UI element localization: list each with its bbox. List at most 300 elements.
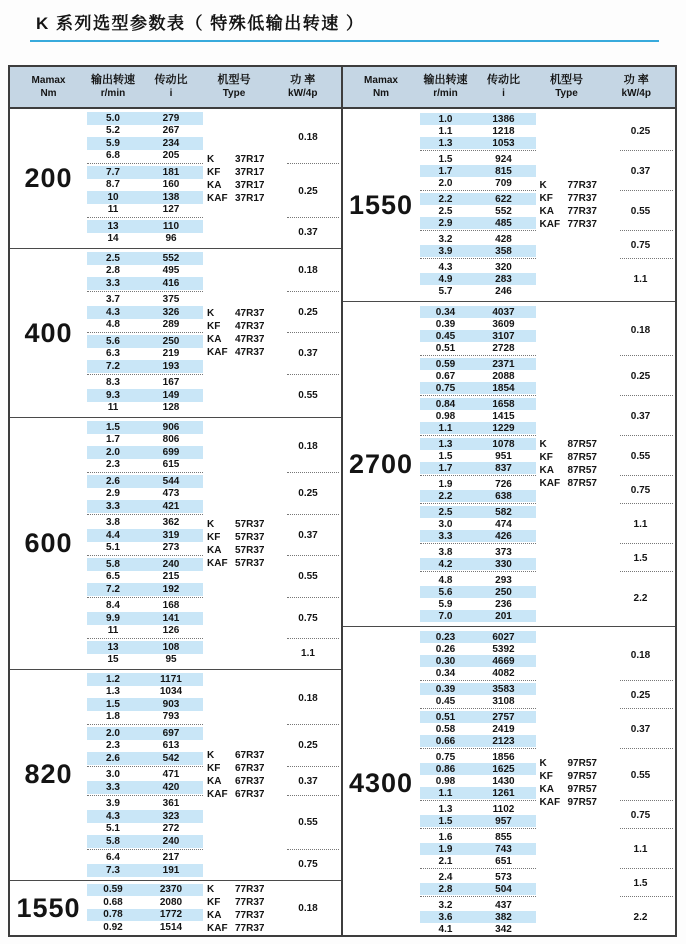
- ratio-value: 1053: [492, 137, 515, 149]
- ratio-value: 2419: [492, 723, 515, 735]
- table-row: [87, 125, 203, 138]
- table-row: [87, 166, 203, 179]
- ratio-value: 3108: [492, 695, 515, 707]
- ratio-value: 2080: [159, 896, 183, 908]
- ratio-value: 1856: [492, 751, 515, 763]
- divider-dotted-right: [287, 849, 339, 850]
- output-speed-value: 0.84: [435, 398, 456, 410]
- type-prefix: KF: [539, 771, 553, 782]
- ratio-value: 1171: [160, 673, 182, 685]
- power-group: [87, 641, 341, 666]
- table-row: [420, 450, 536, 462]
- output-speed-value: 1.3: [438, 438, 453, 450]
- header-type-line2: Type: [222, 88, 246, 99]
- table-half-left: [10, 109, 343, 935]
- ratio-value: 471: [162, 769, 180, 781]
- table-row: [87, 612, 203, 625]
- mamax-label: 4300: [348, 767, 414, 798]
- output-speed-value: 8.4: [106, 600, 120, 612]
- type-prefix: KA: [539, 465, 554, 476]
- table-row: [420, 530, 536, 542]
- output-speed-value: 13: [107, 641, 119, 653]
- table-row: [87, 204, 203, 217]
- output-speed-value: 8.3: [106, 377, 120, 389]
- table-row: [420, 546, 536, 558]
- divider-dotted-left: [87, 514, 203, 515]
- output-speed-value: 2.0: [106, 446, 120, 458]
- divider-dotted-left: [87, 638, 203, 639]
- section-4300: [343, 627, 676, 935]
- power-value: 0.18: [298, 265, 318, 277]
- output-speed-value: 14: [107, 233, 119, 245]
- type-prefix: K: [207, 153, 215, 165]
- power-group: [420, 306, 676, 354]
- ratio-value: 250: [495, 586, 512, 598]
- type-prefix: KF: [539, 452, 553, 463]
- table-row: [87, 360, 203, 373]
- table-header: [10, 67, 675, 109]
- groups-column: [420, 306, 676, 622]
- divider-dotted-right: [620, 680, 674, 681]
- ratio-value: 250: [162, 335, 180, 347]
- output-speed-value: 3.9: [438, 245, 453, 257]
- table-row: [87, 571, 203, 584]
- table-row: [420, 586, 536, 598]
- table-row: [87, 446, 203, 459]
- power-value: 0.55: [298, 571, 318, 583]
- power-group: [420, 631, 676, 679]
- output-speed-value: 1.9: [438, 843, 453, 855]
- table-row: [420, 205, 536, 217]
- type-row: [540, 218, 597, 231]
- ratio-value: 108: [162, 641, 180, 653]
- output-speed-value: 0.51: [435, 711, 456, 723]
- divider-dotted-right: [620, 896, 674, 897]
- divider-dotted-left: [420, 230, 536, 231]
- type-prefix: K: [207, 749, 215, 761]
- type-row: [540, 451, 597, 464]
- type-row: [540, 438, 597, 451]
- output-speed-value: 7.2: [106, 360, 120, 372]
- power-value: 0.37: [298, 529, 318, 541]
- output-speed-value: 2.5: [106, 252, 120, 264]
- ratio-value: 289: [162, 319, 180, 331]
- header-type-line1: 机型号: [217, 74, 251, 86]
- table-row: [420, 342, 536, 354]
- header-speed-line2: r/min: [100, 88, 126, 99]
- ratio-value: 246: [495, 285, 512, 297]
- ratio-value: 234: [162, 137, 180, 149]
- ratio-value: 806: [162, 434, 180, 446]
- type-code: 47R37: [235, 334, 265, 345]
- ratio-value: 283: [495, 273, 512, 285]
- output-speed-value: 0.39: [435, 683, 456, 695]
- output-speed-value: 4.4: [106, 529, 120, 541]
- ratio-value: 141: [162, 612, 180, 624]
- table-row: [87, 698, 203, 711]
- divider-dotted-left: [420, 868, 536, 869]
- table-row: [87, 459, 203, 472]
- ratio-value: 613: [162, 740, 180, 752]
- power-value: 0.25: [298, 185, 318, 197]
- output-speed-value: 5.1: [106, 542, 120, 554]
- ratio-value: 126: [162, 625, 180, 637]
- ratio-value: 267: [162, 125, 180, 137]
- power-value: 0.25: [630, 689, 651, 701]
- ratio-value: 615: [162, 459, 180, 471]
- ratio-value: 906: [162, 421, 180, 433]
- output-speed-value: 4.8: [438, 574, 453, 586]
- ratio-value: 96: [165, 233, 177, 245]
- output-speed-value: 0.26: [435, 643, 456, 655]
- type-row: [540, 757, 597, 770]
- ratio-value: 951: [495, 450, 512, 462]
- ratio-value: 726: [495, 478, 512, 490]
- ratio-value: 416: [162, 277, 180, 289]
- output-speed-value: 2.6: [106, 752, 120, 764]
- divider-dotted-right: [620, 503, 674, 504]
- table-row: [420, 667, 536, 679]
- type-block: [540, 179, 597, 231]
- type-prefix: KAF: [207, 788, 228, 800]
- ratio-value: 504: [495, 883, 512, 895]
- ratio-value: 428: [495, 233, 512, 245]
- output-speed-value: 3.3: [106, 781, 120, 793]
- ratio-value: 167: [162, 377, 180, 389]
- ratio-value: 815: [495, 165, 512, 177]
- section-600: [10, 418, 341, 670]
- table-row: [87, 252, 203, 265]
- power-value: 0.75: [630, 809, 651, 821]
- output-speed-value: 5.0: [106, 112, 120, 124]
- ratio-value: 1078: [492, 438, 515, 450]
- divider-dotted-right: [287, 472, 339, 473]
- output-speed-value: 1.1: [438, 787, 453, 799]
- type-prefix: KA: [207, 334, 222, 345]
- type-prefix: KAF: [207, 192, 228, 204]
- ratio-value: 205: [162, 150, 180, 162]
- header-ratio-line2: i: [169, 88, 173, 99]
- output-speed-value: 2.3: [106, 459, 120, 471]
- ratio-value: 2371: [492, 358, 515, 370]
- header-cell-type: [203, 67, 265, 107]
- output-speed-value: 0.98: [435, 410, 456, 422]
- ratio-value: 4037: [492, 306, 515, 318]
- output-speed-value: 5.6: [106, 335, 120, 347]
- output-speed-value: 0.78: [103, 909, 123, 921]
- type-code: 77R37: [235, 883, 265, 895]
- ratio-value: 622: [495, 193, 512, 205]
- ratio-value: 1514: [159, 921, 183, 933]
- ratio-value: 855: [495, 831, 512, 843]
- ratio-value: 4082: [492, 667, 515, 679]
- ratio-value: 375: [162, 294, 180, 306]
- ratio-value: 697: [162, 727, 180, 739]
- ratio-value: 320: [495, 261, 512, 273]
- type-prefix: KF: [207, 321, 221, 332]
- table-row: [87, 810, 203, 823]
- header-cell-speed: [87, 67, 139, 107]
- type-row: [207, 557, 264, 570]
- ratio-value: 382: [495, 911, 512, 923]
- power-group: [420, 871, 676, 895]
- ratio-value: 373: [495, 546, 512, 558]
- table-row: [87, 150, 203, 163]
- table-row: [87, 265, 203, 278]
- type-row: [540, 192, 597, 205]
- output-speed-value: 6.8: [106, 150, 120, 162]
- ratio-value: 6027: [492, 631, 515, 643]
- type-row: [540, 477, 597, 490]
- table-row: [420, 285, 536, 297]
- output-speed-value: 3.7: [106, 294, 120, 306]
- section-2700: [343, 302, 676, 627]
- output-speed-value: 0.30: [435, 655, 456, 667]
- power-value: 0.55: [630, 205, 651, 217]
- ratio-value: 1625: [492, 763, 515, 775]
- table-row: [420, 843, 536, 855]
- type-prefix: KAF: [539, 797, 561, 808]
- divider-dotted-left: [420, 800, 536, 801]
- output-speed-value: 0.98: [435, 775, 456, 787]
- ratio-value: 582: [495, 506, 512, 518]
- type-row: [207, 153, 264, 166]
- output-speed-value: 3.8: [438, 546, 453, 558]
- header-type-line1: 机型号: [550, 74, 583, 86]
- ratio-value: 319: [162, 529, 180, 541]
- output-speed-value: 3.3: [106, 277, 120, 289]
- table-row: [87, 389, 203, 402]
- power-value: 0.55: [630, 450, 651, 462]
- ratio-value: 2123: [492, 735, 515, 747]
- power-value: 0.25: [298, 740, 318, 752]
- divider-dotted-right: [620, 543, 674, 544]
- ratio-value: 358: [495, 245, 512, 257]
- power-value: 0.18: [630, 324, 651, 336]
- output-speed-value: 7.3: [106, 864, 120, 876]
- divider-dotted-right: [287, 766, 339, 767]
- type-prefix: K: [207, 308, 215, 319]
- power-value: 0.55: [298, 389, 318, 401]
- type-code: 77R37: [567, 206, 597, 217]
- type-code: 67R37: [235, 749, 265, 761]
- divider-dotted-left: [420, 475, 536, 476]
- header-power-line1: 功 率: [623, 74, 649, 86]
- type-code: 67R37: [235, 788, 265, 800]
- type-block: [207, 153, 264, 205]
- output-speed-value: 1.5: [438, 815, 453, 827]
- ratio-value: 95: [165, 654, 177, 666]
- power-value: 1.1: [633, 518, 648, 530]
- type-row: [540, 205, 597, 218]
- table-row: [87, 921, 203, 934]
- header-power-line2: kW/4p: [288, 88, 318, 99]
- type-code: 77R37: [567, 180, 597, 191]
- ratio-value: 3107: [492, 330, 515, 342]
- power-value: 0.25: [630, 125, 651, 137]
- power-value: 0.25: [630, 370, 651, 382]
- divider-dotted-right: [287, 291, 339, 292]
- power-group: [87, 798, 341, 848]
- divider-dotted-left: [420, 680, 536, 681]
- output-speed-value: 2.2: [438, 490, 453, 502]
- output-speed-value: 4.8: [106, 319, 120, 331]
- output-speed-value: 0.68: [103, 896, 123, 908]
- table-row: [87, 434, 203, 447]
- output-speed-value: 3.6: [438, 911, 453, 923]
- power-value: 0.37: [298, 348, 318, 360]
- mamax-label: 820: [24, 759, 73, 790]
- table-row: [420, 610, 536, 622]
- table-row: [420, 318, 536, 330]
- power-group: [87, 220, 341, 245]
- groups-column: [87, 884, 341, 934]
- header-type-line2: Type: [555, 88, 578, 99]
- ratio-value: 326: [162, 306, 180, 318]
- table-row: [87, 864, 203, 877]
- divider-dotted-left: [420, 150, 536, 151]
- ratio-value: 709: [495, 177, 512, 189]
- table-row: [420, 358, 536, 370]
- output-speed-value: 8.7: [106, 179, 120, 191]
- table-row: [87, 781, 203, 794]
- output-speed-value: 3.9: [106, 798, 120, 810]
- ratio-value: 793: [162, 711, 180, 723]
- divider-dotted-right: [287, 597, 339, 598]
- table-row: [87, 421, 203, 434]
- groups-column: [87, 252, 341, 414]
- divider-dotted-right: [287, 555, 339, 556]
- divider-dotted-right: [620, 435, 674, 436]
- output-speed-value: 3.3: [106, 500, 120, 512]
- divider-dotted-left: [87, 766, 203, 767]
- table-row: [420, 911, 536, 923]
- table-row: [87, 852, 203, 865]
- ratio-value: 473: [162, 488, 180, 500]
- header-mamax-line1: Mamax: [364, 75, 398, 86]
- divider-dotted-left: [420, 435, 536, 436]
- divider-dotted-right: [287, 374, 339, 375]
- table-row: [87, 319, 203, 332]
- output-speed-value: 7.7: [106, 166, 120, 178]
- groups-column: [87, 421, 341, 666]
- section-820: [10, 670, 341, 881]
- table-row: [420, 398, 536, 410]
- type-code: 57R37: [235, 531, 265, 543]
- output-speed-value: 4.3: [438, 261, 453, 273]
- power-group: [420, 831, 676, 867]
- type-code: 87R57: [567, 478, 597, 489]
- ratio-value: 437: [495, 899, 512, 911]
- ratio-value: 191: [162, 864, 180, 876]
- type-row: [207, 544, 264, 557]
- title-underline: [30, 40, 659, 42]
- table-row: [87, 475, 203, 488]
- output-speed-value: 5.8: [106, 558, 120, 570]
- ratio-value: 272: [162, 823, 180, 835]
- table-row: [87, 583, 203, 596]
- type-prefix: KF: [207, 762, 221, 774]
- divider-dotted-left: [420, 748, 536, 749]
- divider-dotted-left: [420, 708, 536, 709]
- output-speed-value: 1.0: [438, 113, 453, 125]
- power-group: [420, 358, 676, 394]
- table-row: [420, 165, 536, 177]
- divider-dotted-left: [420, 503, 536, 504]
- output-speed-value: 5.9: [438, 598, 453, 610]
- table-row: [420, 883, 536, 895]
- ratio-value: 2728: [492, 342, 515, 354]
- type-code: 77R37: [235, 922, 265, 934]
- table-row: [87, 823, 203, 836]
- table-row: [420, 574, 536, 586]
- table-row: [87, 233, 203, 246]
- mamax-label: 2700: [348, 448, 414, 479]
- table-row: [87, 377, 203, 390]
- type-code: 47R37: [235, 347, 265, 358]
- ratio-value: 3609: [492, 318, 515, 330]
- output-speed-value: 5.8: [106, 835, 120, 847]
- mamax-label: 1550: [16, 893, 81, 923]
- table-row: [420, 683, 536, 695]
- table-row: [420, 330, 536, 342]
- table-row: [87, 137, 203, 150]
- table-row: [87, 294, 203, 307]
- ratio-value: 1229: [492, 422, 515, 434]
- type-prefix: KAF: [539, 219, 561, 230]
- table-row: [87, 500, 203, 513]
- type-block: [207, 749, 264, 801]
- ratio-value: 240: [162, 835, 180, 847]
- type-code: 57R37: [235, 544, 265, 556]
- power-group: [87, 600, 341, 638]
- power-group: [87, 252, 341, 290]
- type-code: 47R37: [235, 308, 265, 319]
- table-row: [420, 751, 536, 763]
- output-speed-value: 0.23: [435, 631, 456, 643]
- ratio-value: 420: [162, 781, 180, 793]
- table-row: [420, 506, 536, 518]
- section-200: [10, 109, 341, 249]
- output-speed-value: 6.5: [106, 571, 120, 583]
- output-speed-value: 1.7: [438, 165, 453, 177]
- divider-dotted-right: [620, 475, 674, 476]
- power-group: [87, 475, 341, 513]
- divider-dotted-left: [87, 332, 203, 333]
- type-code: 97R57: [567, 771, 597, 782]
- power-value: 1.1: [633, 843, 648, 855]
- table-row: [87, 686, 203, 699]
- header-power-line1: 功 率: [290, 74, 316, 86]
- power-value: 0.37: [630, 723, 651, 735]
- table-row: [87, 529, 203, 542]
- output-speed-value: 1.2: [106, 673, 120, 685]
- type-code: 87R57: [567, 465, 597, 476]
- divider-dotted-right: [620, 230, 674, 231]
- output-speed-value: 13: [107, 220, 119, 232]
- divider-dotted-right: [287, 163, 339, 164]
- type-row: [540, 179, 597, 192]
- table-row: [420, 193, 536, 205]
- type-prefix: KF: [207, 166, 221, 178]
- output-speed-value: 3.2: [438, 899, 453, 911]
- type-block: [540, 757, 597, 809]
- table-row: [87, 517, 203, 530]
- table-row: [87, 835, 203, 848]
- ratio-value: 168: [162, 600, 180, 612]
- table-row: [420, 735, 536, 747]
- divider-dotted-right: [620, 828, 674, 829]
